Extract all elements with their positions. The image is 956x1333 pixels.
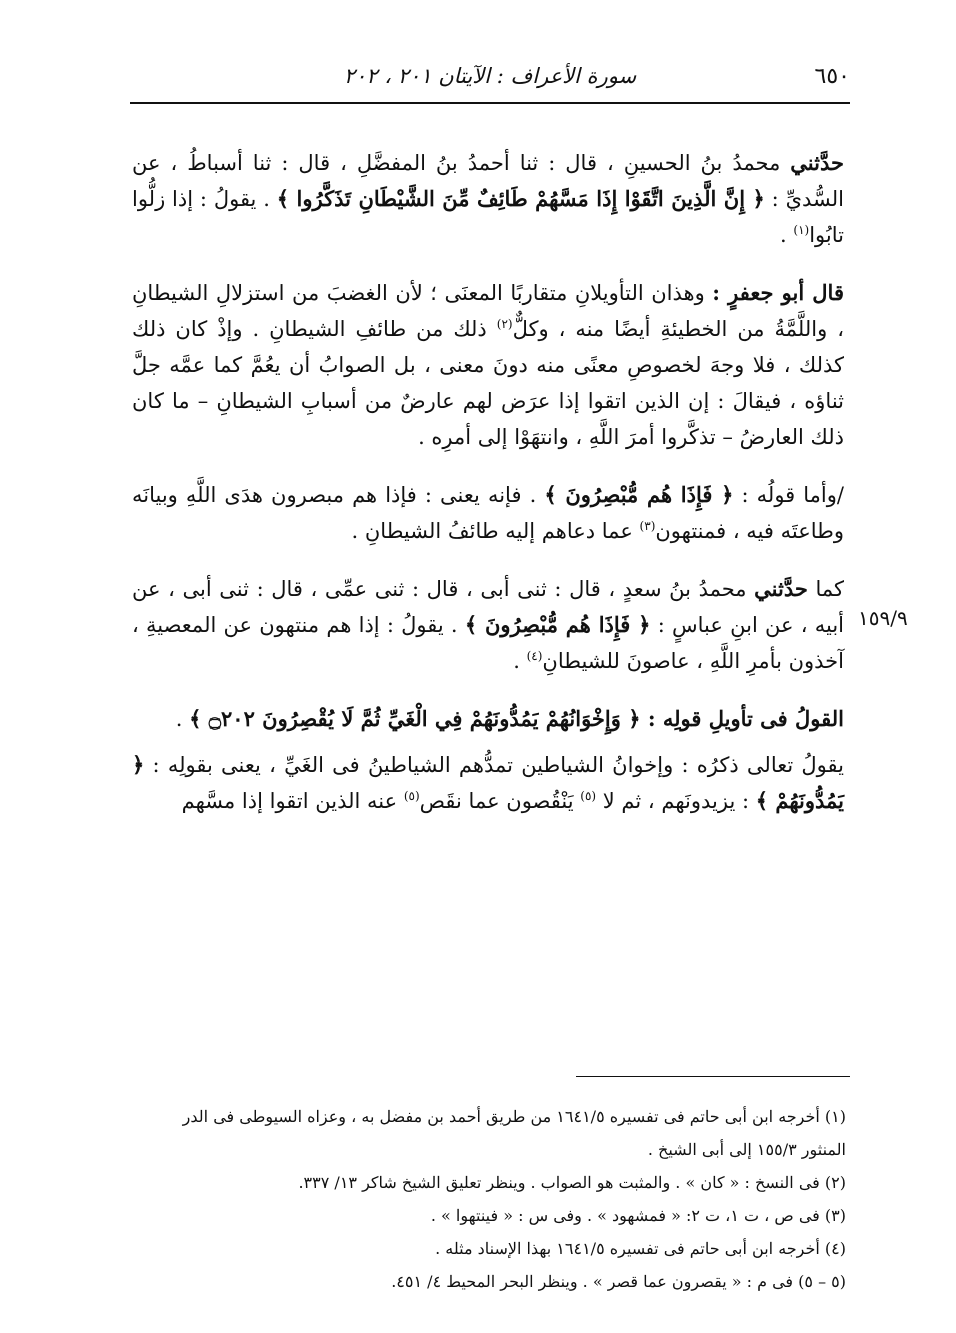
footnote-5: (٥ – ٥) فى م : « يقصرون عما قصر » . وينظر البحر المحيط ٤/ ٤٥١. [391,1272,846,1291]
footnote-rule [576,1076,850,1077]
paragraph-text: /وأما قولُه : [733,483,844,507]
margin-page-reference: ١٥٩/٩ [858,606,908,630]
footnote-marker: (١) [793,223,810,237]
paragraph-text: عنه الذين اتقوا إذا مسَّهم [181,789,404,813]
paragraph-3 [132,477,844,549]
quran-verse: ﴿ يَمُدُّونَهُمْ ﴾ [132,752,844,813]
paragraph-text: يَنْقُصون عما نقَص [419,789,581,813]
paragraph-text: . [780,223,794,247]
paragraph-text: كما [807,577,844,601]
paragraph-6 [132,747,844,819]
paragraph-text: : يزيدونَهم ، ثم لا [596,789,756,813]
paragraph-5 [132,701,844,737]
section-heading: القولُ فى تأويلِ قولِه : [647,706,844,731]
footnote-marker: (٣) [639,519,656,533]
running-title: سورة الأعراف : الآيتان ٢٠١ ، ٢٠٢ [343,64,637,88]
paragraph-text: . [175,707,190,731]
paragraph-text: محمدُ بنُ سعدٍ ، قال : ثنى أبى ، قال : ثنى عمِّى ، قال : ثنى أبى ، عن أبيه ، عن ابنِ عباسٍ : [132,577,845,637]
paragraph-2 [132,275,844,455]
paragraph-text: . فإنه يعنى : فإذا هم مبصرون هدَى اللَّهِ وبيانَه وطاعتَه فيه ، فمنتهون [132,483,844,543]
paragraph-text: عما دعاهم إليه طائفُ الشيطانِ . [351,519,640,543]
paragraph-text: ذلك من طائفِ الشيطانِ . وإذْ كان ذلك كذلك ، فلا وجهَ لخصوصِ معنًى منه دونَ معنى ، بل الصوابُ أن يعُمَّ كما عمَّه جلَّ ثناؤه ، فيقالَ : إن الذين اتقوا إذا عرَض لهم عارضٌ من أسبابِ الشيطانِ – ما كان ذلك العارضُ – تذكَّروا أمرَ اللَّهِ ، وانتهَوْا إلى أمرِه . [132,317,844,449]
quran-verse: ﴿ فَإِذَا هُم مُّبْصِرُونَ ﴾ [544,482,734,507]
footnotes [140,1100,846,1298]
page-number: ٦٥٠ [814,64,850,89]
footnote-marker: (٥) [580,789,597,803]
footnote-4: (٤) أخرجه ابن أبى حاتم فى تفسيره ١٦٤١/٥ بهذا الإسناد مثله . [435,1239,846,1258]
footnote-1: (١) أخرجه ابن أبى حاتم فى تفسيره ١٦٤١/٥ من طريق أحمد بن مفضل به ، وعزاه السيوطى فى الدر المنثور ١٥٥/٣ إلى أبى الشيخ . [182,1107,846,1159]
narration-lead: حدَّثني [754,576,808,601]
header-rule [130,102,850,104]
quran-verse: ﴿ وَإِخْوَانُهُمْ يَمُدُّونَهُمْ فِي الْغَيِّ ثُمَّ لَا يُقْصِرُونَ ۝٢٠٢ ﴾ [189,706,648,731]
main-text [132,145,844,819]
narration-lead: حدَّثني [790,150,844,175]
paragraph-text: . يقولُ : إذا زلُّوا تابُوا [132,187,844,247]
paragraph-text: محمدُ بنُ الحسينِ ، قال : ثنا أحمدُ بنُ المفضَّلِ ، قال : ثنا أسباطُ ، عن السُّديِّ : [132,151,844,211]
quran-verse: ﴿ فَإِذَا هُم مُّبْصِرُونَ ﴾ [464,612,651,637]
footnote-marker: (٥) [403,789,420,803]
paragraph-text: . يقولُ : إذا هم منتهون عن المعصيةِ ، آخذون بأمرِ اللَّهِ ، عاصونَ للشيطانِ [132,613,844,673]
footnote-marker: (٤) [526,649,543,663]
footnote-marker: (٢) [496,317,513,331]
paragraph-1 [132,145,844,253]
footnote-3: (٣) فى ص ، ت ١، ت ٢: « فمشهود » . وفى س : « فينتهوا » . [430,1206,846,1225]
paragraph-text: . [513,649,527,673]
footnote-2: (٢) فى النسخ : « كان » . والمثبت هو الصواب . وينظر تعليق الشيخ شاكر ١٣/ ٣٣٧. [298,1173,846,1192]
quran-verse: ﴿ إِنَّ الَّذِينَ اتَّقَوْا إِذَا مَسَّهُمْ طَائِفٌ مِّنَ الشَّيْطَانِ تَذَكَّرُوا ﴾ [276,186,765,211]
author-lead: قال أبو جعفرٍ : [712,280,844,305]
paragraph-text: وهذان التأويلانِ متقاربًا المعنَى ؛ لأن الغضبَ من استزلالِ الشيطانِ ، واللَّمَّةُ من الخطيئةِ أيضًا منه ، وكلٌّ [132,281,844,341]
paragraph-text: يقولُ تعالى ذكرُه : وإخوانُ الشياطين تمدُّهم الشياطينُ فى الغَيِّ ، يعنى بقولِه : [144,753,844,777]
running-header [130,62,850,98]
paragraph-4 [132,571,844,679]
